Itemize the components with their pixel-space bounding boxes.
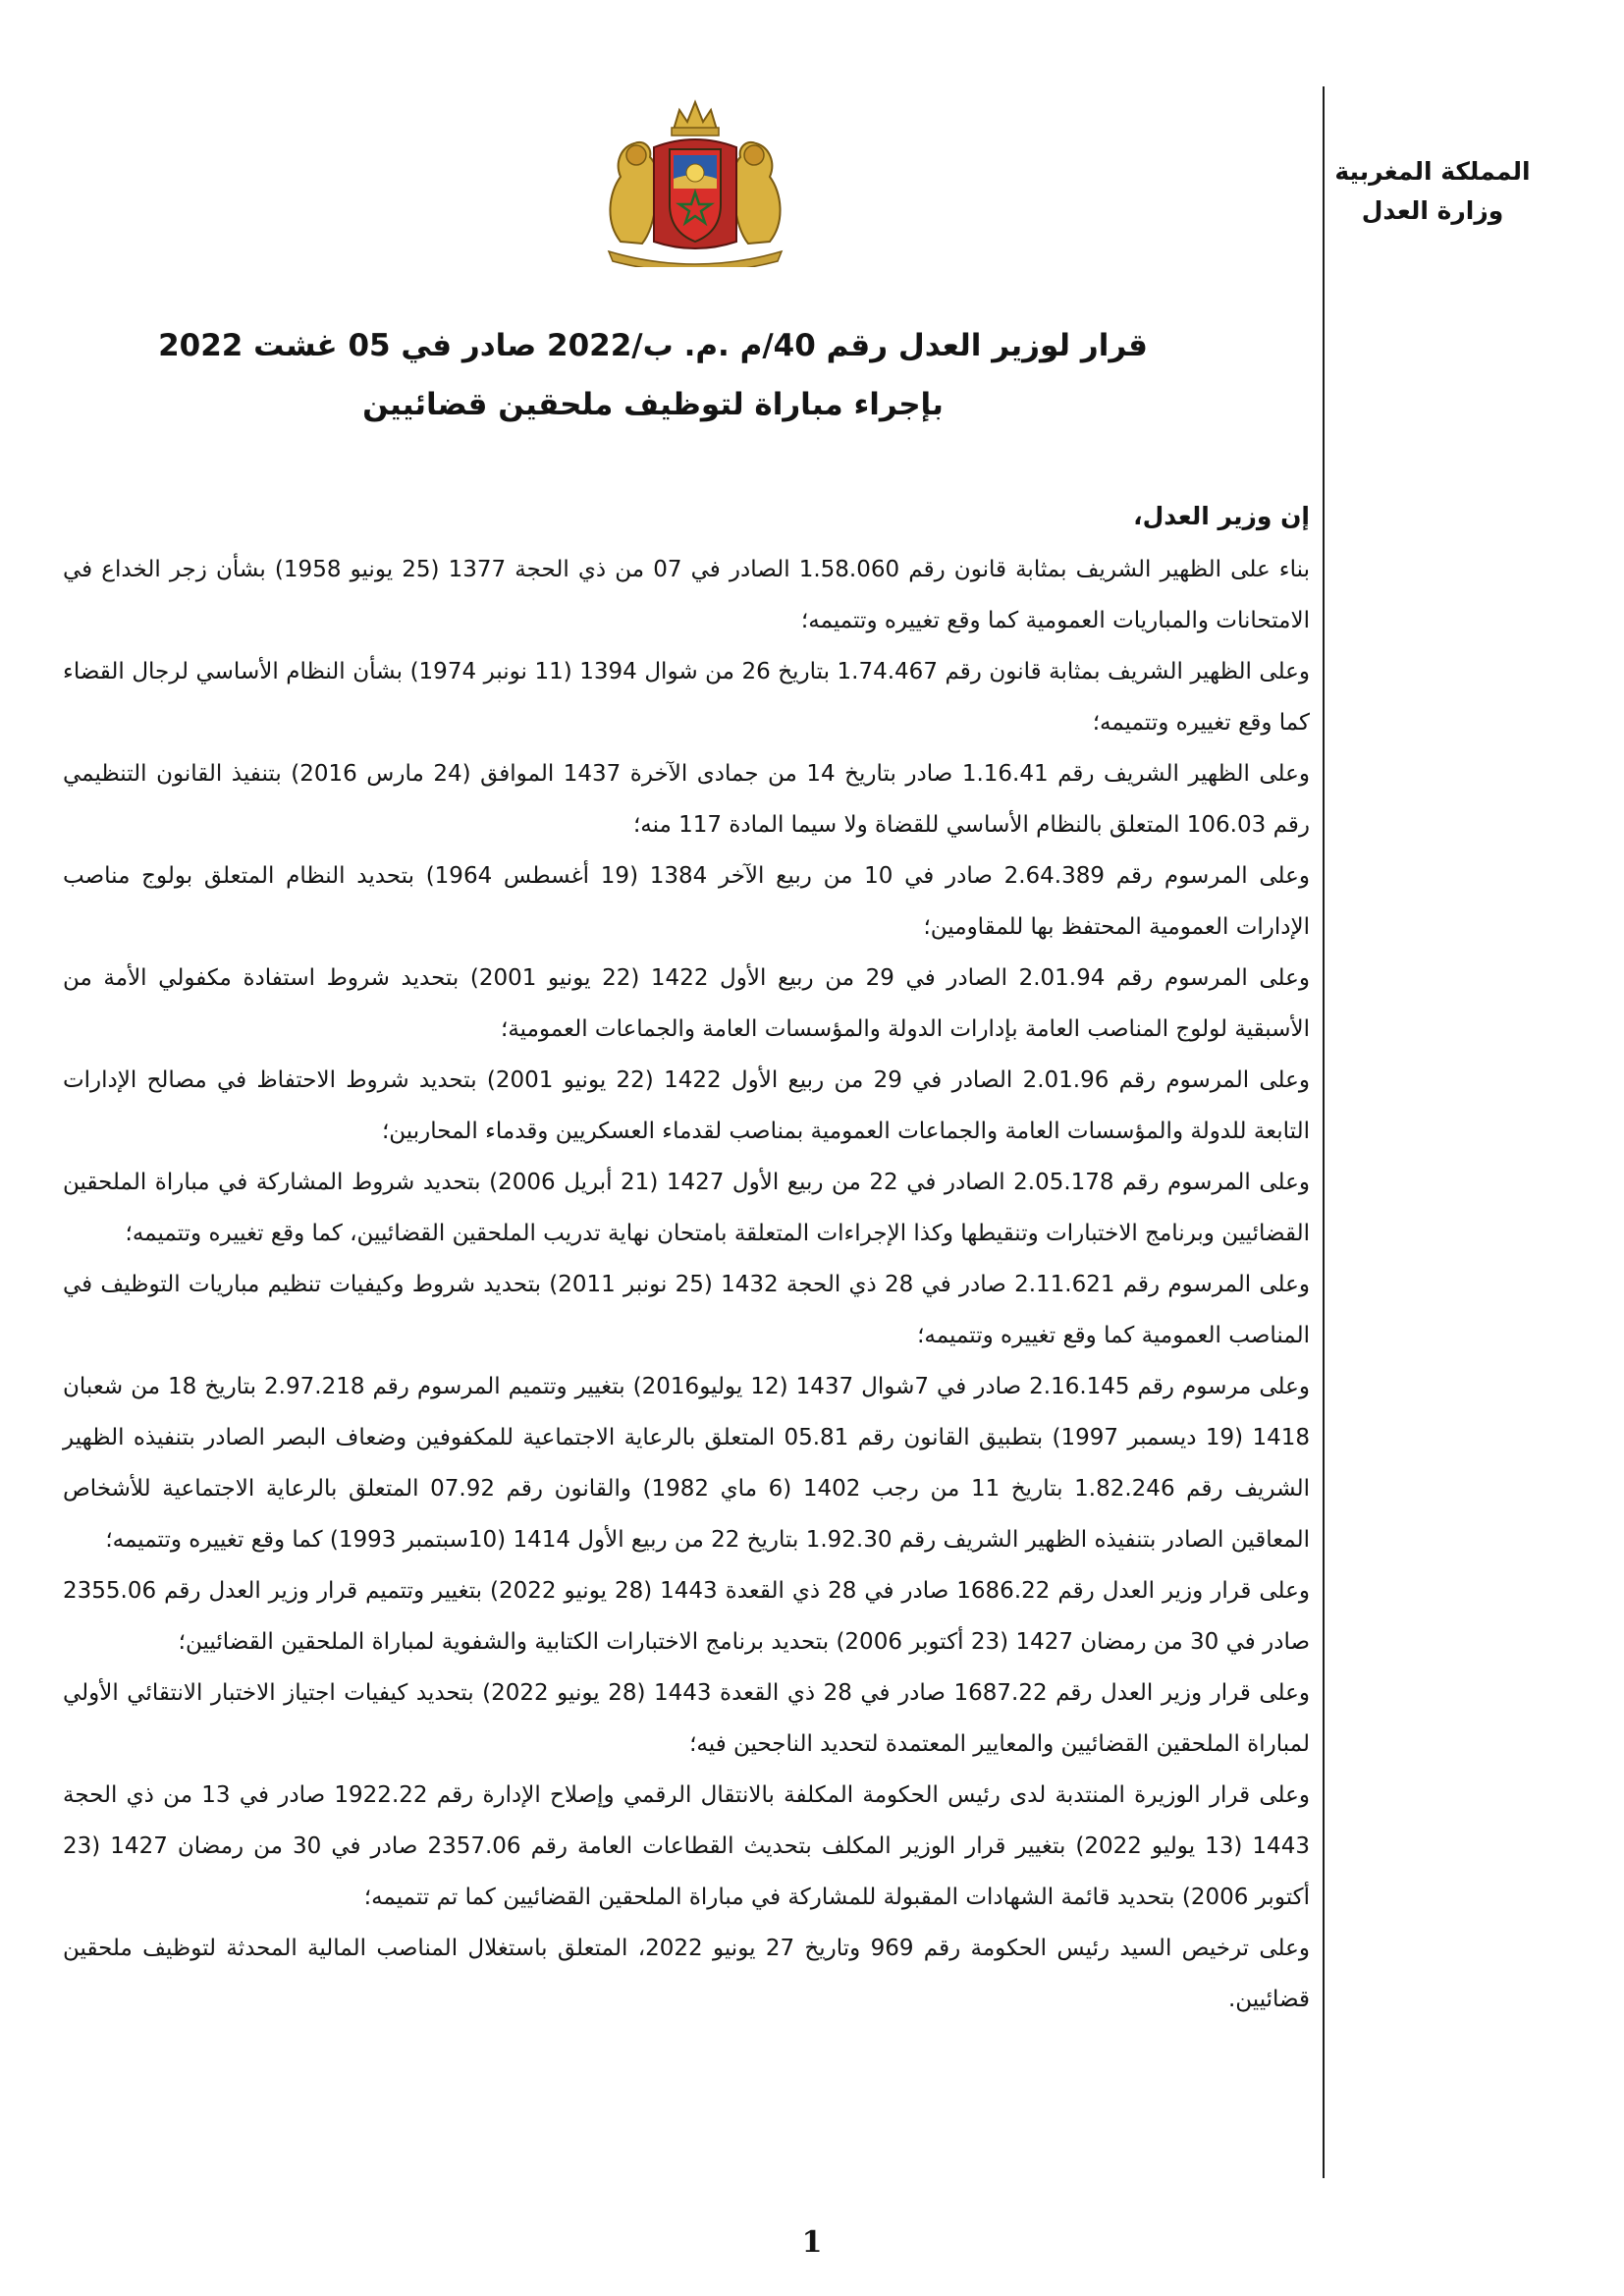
page-number: 1 <box>801 2225 823 2260</box>
country-name: المملكة المغربية <box>1334 157 1531 186</box>
title-line-2: بإجراء مباراة لتوظيف ملحقين قضائيين <box>362 387 944 422</box>
recital-paragraph: وعلى قرار وزير العدل رقم 1686.22 صادر في 28 ذي القعدة 1443 (28 يونيو 2022) بتغيير وتتميم قرار وزير العدل رقم 2355.06 صادر في 30 من رمضان 1427 (23 أكتوبر 2006) بتحديد برنامج الاختبارات الكتابية والشفوية لمباراة الملحقين القضائيين؛ <box>63 1578 1310 1655</box>
recital-paragraph: وعلى الظهير الشريف بمثابة قانون رقم 1.74.467 بتاريخ 26 من شوال 1394 (11 نونبر 1974) بشأن النظام الأساسي لرجال القضاء كما وقع تغييره وتتميمه؛ <box>63 659 1311 736</box>
recital-paragraph: وعلى الظهير الشريف رقم 1.16.41 صادر بتاريخ 14 من جمادى الآخرة 1437 الموافق (24 مارس 2016) بتنفيذ القانون التنظيمي رقم 106.03 المتعلق بالنظام الأساسي للقضاة ولا سيما المادة 117 منه؛ <box>63 761 1310 838</box>
recital-paragraph: وعلى المرسوم رقم 2.05.178 الصادر في 22 من ربيع الأول 1427 (21 أبريل 2006) بتحديد شروط المشاركة في مباراة الملحقين القضائيين وبرنامج الاختبارات وتنقيطها وكذا الإجراءات المتعلقة بامتحان نهاية تدريب الملحقين القضائيين، كما وقع تغييره وتتميمه؛ <box>63 1170 1310 1246</box>
title-line-1: قرار لوزير العدل رقم 40/م .م. ب/2022 صادر في 05 غشت 2022 <box>158 328 1148 363</box>
recital-paragraph: وعلى قرار وزير العدل رقم 1687.22 صادر في 28 ذي القعدة 1443 (28 يونيو 2022) بتحديد كيفيات اجتياز الاختبار الانتقائي الأولي لمباراة الملحقين القضائيين والمعايير المعتمدة لتحديد الناجحين فيه؛ <box>63 1680 1310 1757</box>
recital-paragraph: وعلى المرسوم رقم 2.11.621 صادر في 28 ذي الحجة 1432 (25 نونبر 2011) بتحديد شروط وكيفيات تنظيم مباريات التوظيف في المناصب العمومية كما وقع تغييره وتتميمه؛ <box>63 1272 1310 1348</box>
coat-of-arms-emblem <box>591 94 799 267</box>
recital-paragraph: وعلى ترخيص السيد رئيس الحكومة رقم 969 وتاريخ 27 يونيو 2022، المتعلق باستغلال المناصب المالية المحدثة لتوظيف ملحقين قضائيين. <box>63 1936 1310 2012</box>
recital-paragraph: وعلى المرسوم رقم 2.01.96 الصادر في 29 من ربيع الأول 1422 (22 يونيو 2001) بتحديد شروط الاحتفاظ في مصالح الإدارات التابعة للدولة والمؤسسات العامة والجماعات العمومية بمناصب لقدماء العسكريين وقدماء المحاربين؛ <box>63 1067 1310 1144</box>
recital-paragraph: وعلى المرسوم رقم 2.64.389 صادر في 10 من ربيع الآخر 1384 (19 أغسطس 1964) بتحديد النظام المتعلق بولوج مناصب الإدارات العمومية المحتفظ بها للمقاومين؛ <box>63 863 1310 940</box>
recital-paragraph: وعلى المرسوم رقم 2.01.94 الصادر في 29 من ربيع الأول 1422 (22 يونيو 2001) بتحديد شروط استفادة مكفولي الأمة من الأسبقية لولوج المناصب العامة بإدارات الدولة والمؤسسات العامة والجماعات العمومية؛ <box>63 965 1310 1042</box>
issuer-header <box>1334 152 1531 231</box>
decision-body <box>63 491 1310 2025</box>
intro-line: إن وزير العدل، <box>1133 502 1310 530</box>
ministry-name: وزارة العدل <box>1361 196 1504 225</box>
recital-paragraph: بناء على الظهير الشريف بمثابة قانون رقم 1.58.060 الصادر في 07 من ذي الحجة 1377 (25 يونيو 1958) بشأن زجر الخداع في الامتحانات والمباريات العمومية كما وقع تغييره وتتميمه؛ <box>63 557 1310 633</box>
margin-divider-line <box>1323 86 1325 2178</box>
recital-paragraph: وعلى مرسوم رقم 2.16.145 صادر في 7شوال 1437 (12 يوليو2016) بتغيير وتتميم المرسوم رقم 2.97.218 بتاريخ 18 من شعبان 1418 (19 ديسمبر 1997) بتطبيق القانون رقم 05.81 المتعلق بالرعاية الاجتماعية للمكفوفين وضعاف البصر الصادر بتنفيذه الظهير الشريف رقم 1.82.246 بتاريخ 11 من رجب 1402 (6 ماي 1982) والقانون رقم 07.92 المتعلق بالرعاية الاجتماعية للأشخاص المعاقين الصادر بتنفيذه الظهير الشريف رقم 1.92.30 بتاريخ 22 من ربيع الأول 1414 (10سبتمبر 1993) كما وقع تغييره وتتميمه؛ <box>63 1374 1311 1553</box>
recital-paragraph: وعلى قرار الوزيرة المنتدبة لدى رئيس الحكومة المكلفة بالانتقال الرقمي وإصلاح الإدارة رقم 1922.22 صادر في 13 من ذي الحجة 1443 (13 يوليو 2022) بتغيير قرار الوزير المكلف بتحديث القطاعات العامة رقم 2357.06 صادر في 30 من رمضان 1427 (23 أكتوبر 2006) بتحديد قائمة الشهادات المقبولة للمشاركة في مباراة الملحقين القضائيين كما تم تتميمه؛ <box>63 1782 1310 1910</box>
decision-title <box>59 316 1247 434</box>
